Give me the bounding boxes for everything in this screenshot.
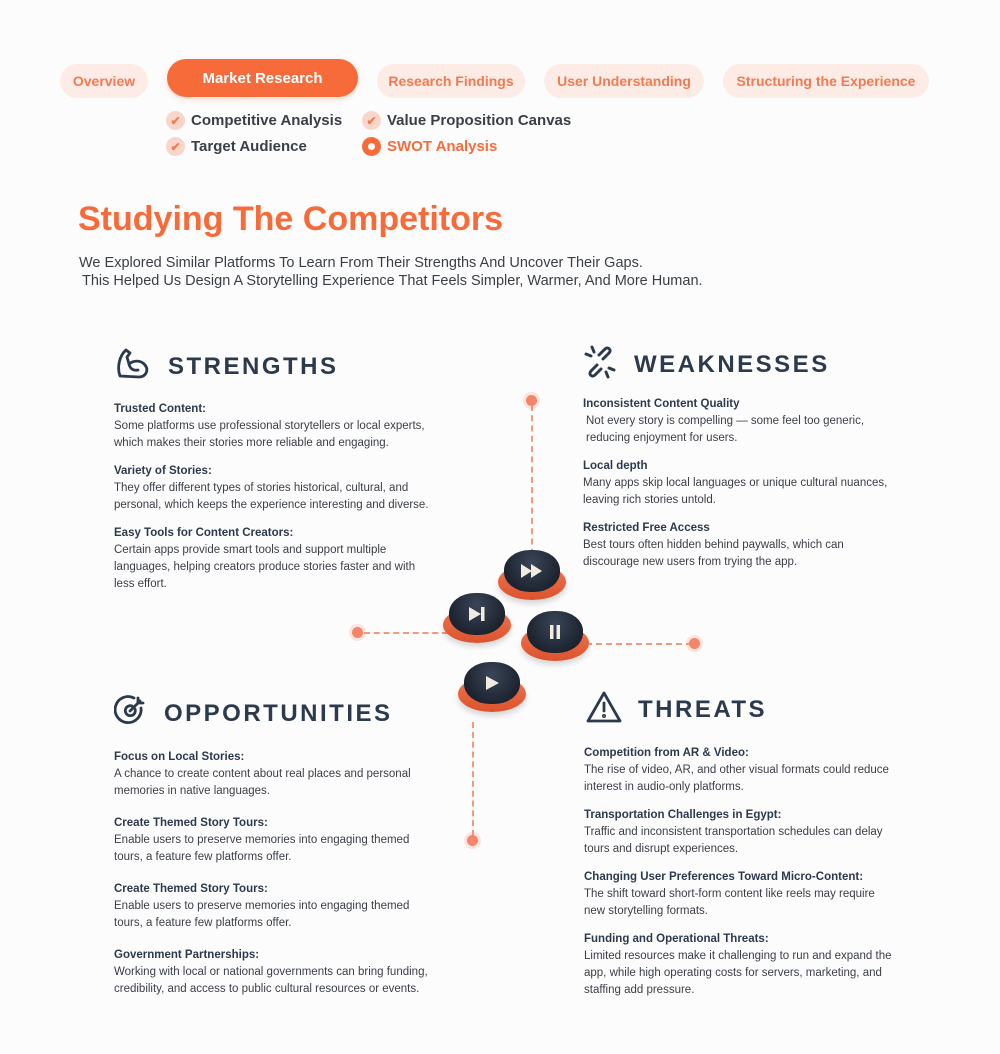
subnav-label: Competitive Analysis: [191, 112, 343, 129]
list-item: [114, 815, 434, 866]
item-heading: Changing User Preferences Toward Micro-Content:: [584, 871, 864, 883]
connector-dot-right: [689, 638, 700, 649]
item-heading: Variety of Stories:: [114, 465, 212, 477]
tab-overview[interactable]: Overview: [60, 64, 148, 98]
item-heading: Inconsistent Content Quality: [583, 398, 740, 410]
item-heading: Competition from AR & Video:: [584, 747, 749, 759]
list-item: [584, 869, 894, 920]
subnav-competitive-analysis[interactable]: [166, 111, 342, 130]
item-heading: Create Themed Story Tours:: [114, 817, 268, 829]
target-icon: [114, 694, 148, 733]
list-item: [584, 745, 894, 796]
flexed-arm-icon: [114, 346, 152, 387]
connector-bottom: [472, 722, 474, 836]
item-heading: Transportation Challenges in Egypt:: [584, 809, 782, 821]
check-icon: ✔: [362, 111, 381, 130]
connector-right: [586, 643, 692, 645]
page-title: Studying The Competitors: [78, 200, 503, 238]
list-item: [584, 807, 894, 858]
list-item: [584, 931, 894, 999]
item-text: Some platforms use professional storytellers or local experts, which makes their stories more reliable and engaging.: [114, 420, 425, 449]
item-text: Many apps skip local languages or unique cultural nuances, leaving rich stories untold.: [583, 477, 888, 506]
list-item: [114, 401, 434, 452]
check-icon: ✔: [166, 137, 185, 156]
item-text: Certain apps provide smart tools and support multiple languages, helping creators produce stories faster and with less effort.: [114, 544, 416, 590]
item-heading: Funding and Operational Threats:: [584, 933, 769, 945]
item-text: Enable users to preserve memories into engaging themed tours, a feature few platforms offer.: [114, 834, 410, 863]
item-text: Best tours often hidden behind paywalls, which can discourage new users from trying the app.: [583, 539, 844, 568]
item-text: Limited resources make it challenging to run and expand the app, while high operating costs for servers, marketing, and staffing add pressure.: [584, 950, 892, 996]
tab-market-research[interactable]: Market Research: [167, 59, 358, 97]
intro-line-2: This Helped Us Design A Storytelling Experience That Feels Simpler, Warmer, And More Human.: [82, 273, 703, 289]
item-heading: Create Themed Story Tours:: [114, 883, 268, 895]
play-button-3d: [458, 662, 526, 716]
weaknesses-header: [582, 344, 830, 385]
list-item: [114, 749, 434, 800]
list-item: [114, 525, 434, 593]
subnav-target-audience[interactable]: [166, 137, 307, 156]
list-item: [114, 463, 434, 514]
item-text: Not every story is compelling — some feel too generic, reducing enjoyment for users.: [586, 415, 865, 444]
opportunities-header: [114, 694, 393, 733]
connector-dot-bottom: [467, 835, 478, 846]
connector-left: [364, 632, 448, 634]
check-icon: ✔: [166, 111, 185, 130]
weaknesses-list: [583, 396, 893, 582]
connector-dot-left: [352, 627, 363, 638]
item-heading: Local depth: [583, 460, 648, 472]
strengths-header: [114, 346, 339, 387]
play-icon: [464, 668, 520, 698]
item-heading: Restricted Free Access: [583, 522, 710, 534]
skip-button-3d: [443, 593, 511, 647]
item-heading: Easy Tools for Content Creators:: [114, 527, 294, 539]
item-text: Traffic and inconsistent transportation schedules can delay tours and disrupt experiences.: [584, 826, 883, 855]
item-text: A chance to create content about real places and personal memories in native languages.: [114, 768, 411, 797]
list-item: [583, 520, 893, 571]
intro-text: [79, 254, 703, 290]
list-item: [583, 396, 893, 447]
skip-forward-icon: [449, 599, 505, 629]
item-text: Working with local or national governments can bring funding, credibility, and access to public cultural resources or events.: [114, 966, 428, 995]
list-item: [114, 947, 434, 998]
list-item: [583, 458, 893, 509]
pause-icon: [527, 617, 583, 647]
connector-top: [531, 405, 533, 565]
item-text: The rise of video, AR, and other visual formats could reduce interest in audio-only platforms.: [584, 764, 889, 793]
subnav-label: SWOT Analysis: [387, 138, 498, 155]
item-heading: Focus on Local Stories:: [114, 751, 245, 763]
item-text: Enable users to preserve memories into engaging themed tours, a feature few platforms offer.: [114, 900, 410, 929]
item-text: They offer different types of stories historical, cultural, and personal, which keeps the experience interesting and diverse.: [114, 482, 429, 511]
item-heading: Trusted Content:: [114, 403, 206, 415]
threats-header: [586, 690, 767, 729]
opportunities-title: OPPORTUNITIES: [164, 699, 393, 727]
warning-icon: [586, 690, 622, 729]
list-item: [114, 881, 434, 932]
pause-button-3d: [521, 611, 589, 665]
fast-forward-icon: [504, 556, 560, 586]
intro-line-1: We Explored Similar Platforms To Learn From Their Strengths And Uncover Their Gaps.: [79, 255, 643, 271]
broken-link-icon: [582, 344, 618, 385]
item-text: The shift toward short-form content like reels may require new storytelling formats.: [584, 888, 875, 917]
subnav-label: Target Audience: [191, 138, 307, 155]
tab-user-understanding[interactable]: User Understanding: [544, 64, 704, 98]
opportunities-list: [114, 749, 434, 1009]
item-heading: Government Partnerships:: [114, 949, 260, 961]
connector-dot-top: [526, 395, 537, 406]
tab-research-findings[interactable]: Research Findings: [377, 64, 525, 98]
threats-list: [584, 745, 894, 1010]
strengths-list: [114, 401, 434, 604]
weaknesses-title: WEAKNESSES: [634, 350, 830, 378]
subnav-label: Value Proposition Canvas: [387, 112, 572, 129]
subnav-swot-analysis[interactable]: [362, 137, 497, 156]
subnav-value-proposition[interactable]: [362, 111, 571, 130]
threats-title: THREATS: [638, 695, 768, 723]
tab-structuring-experience[interactable]: Structuring the Experience: [723, 64, 929, 98]
radio-selected-icon: [362, 137, 381, 156]
strengths-title: STRENGTHS: [168, 352, 339, 380]
